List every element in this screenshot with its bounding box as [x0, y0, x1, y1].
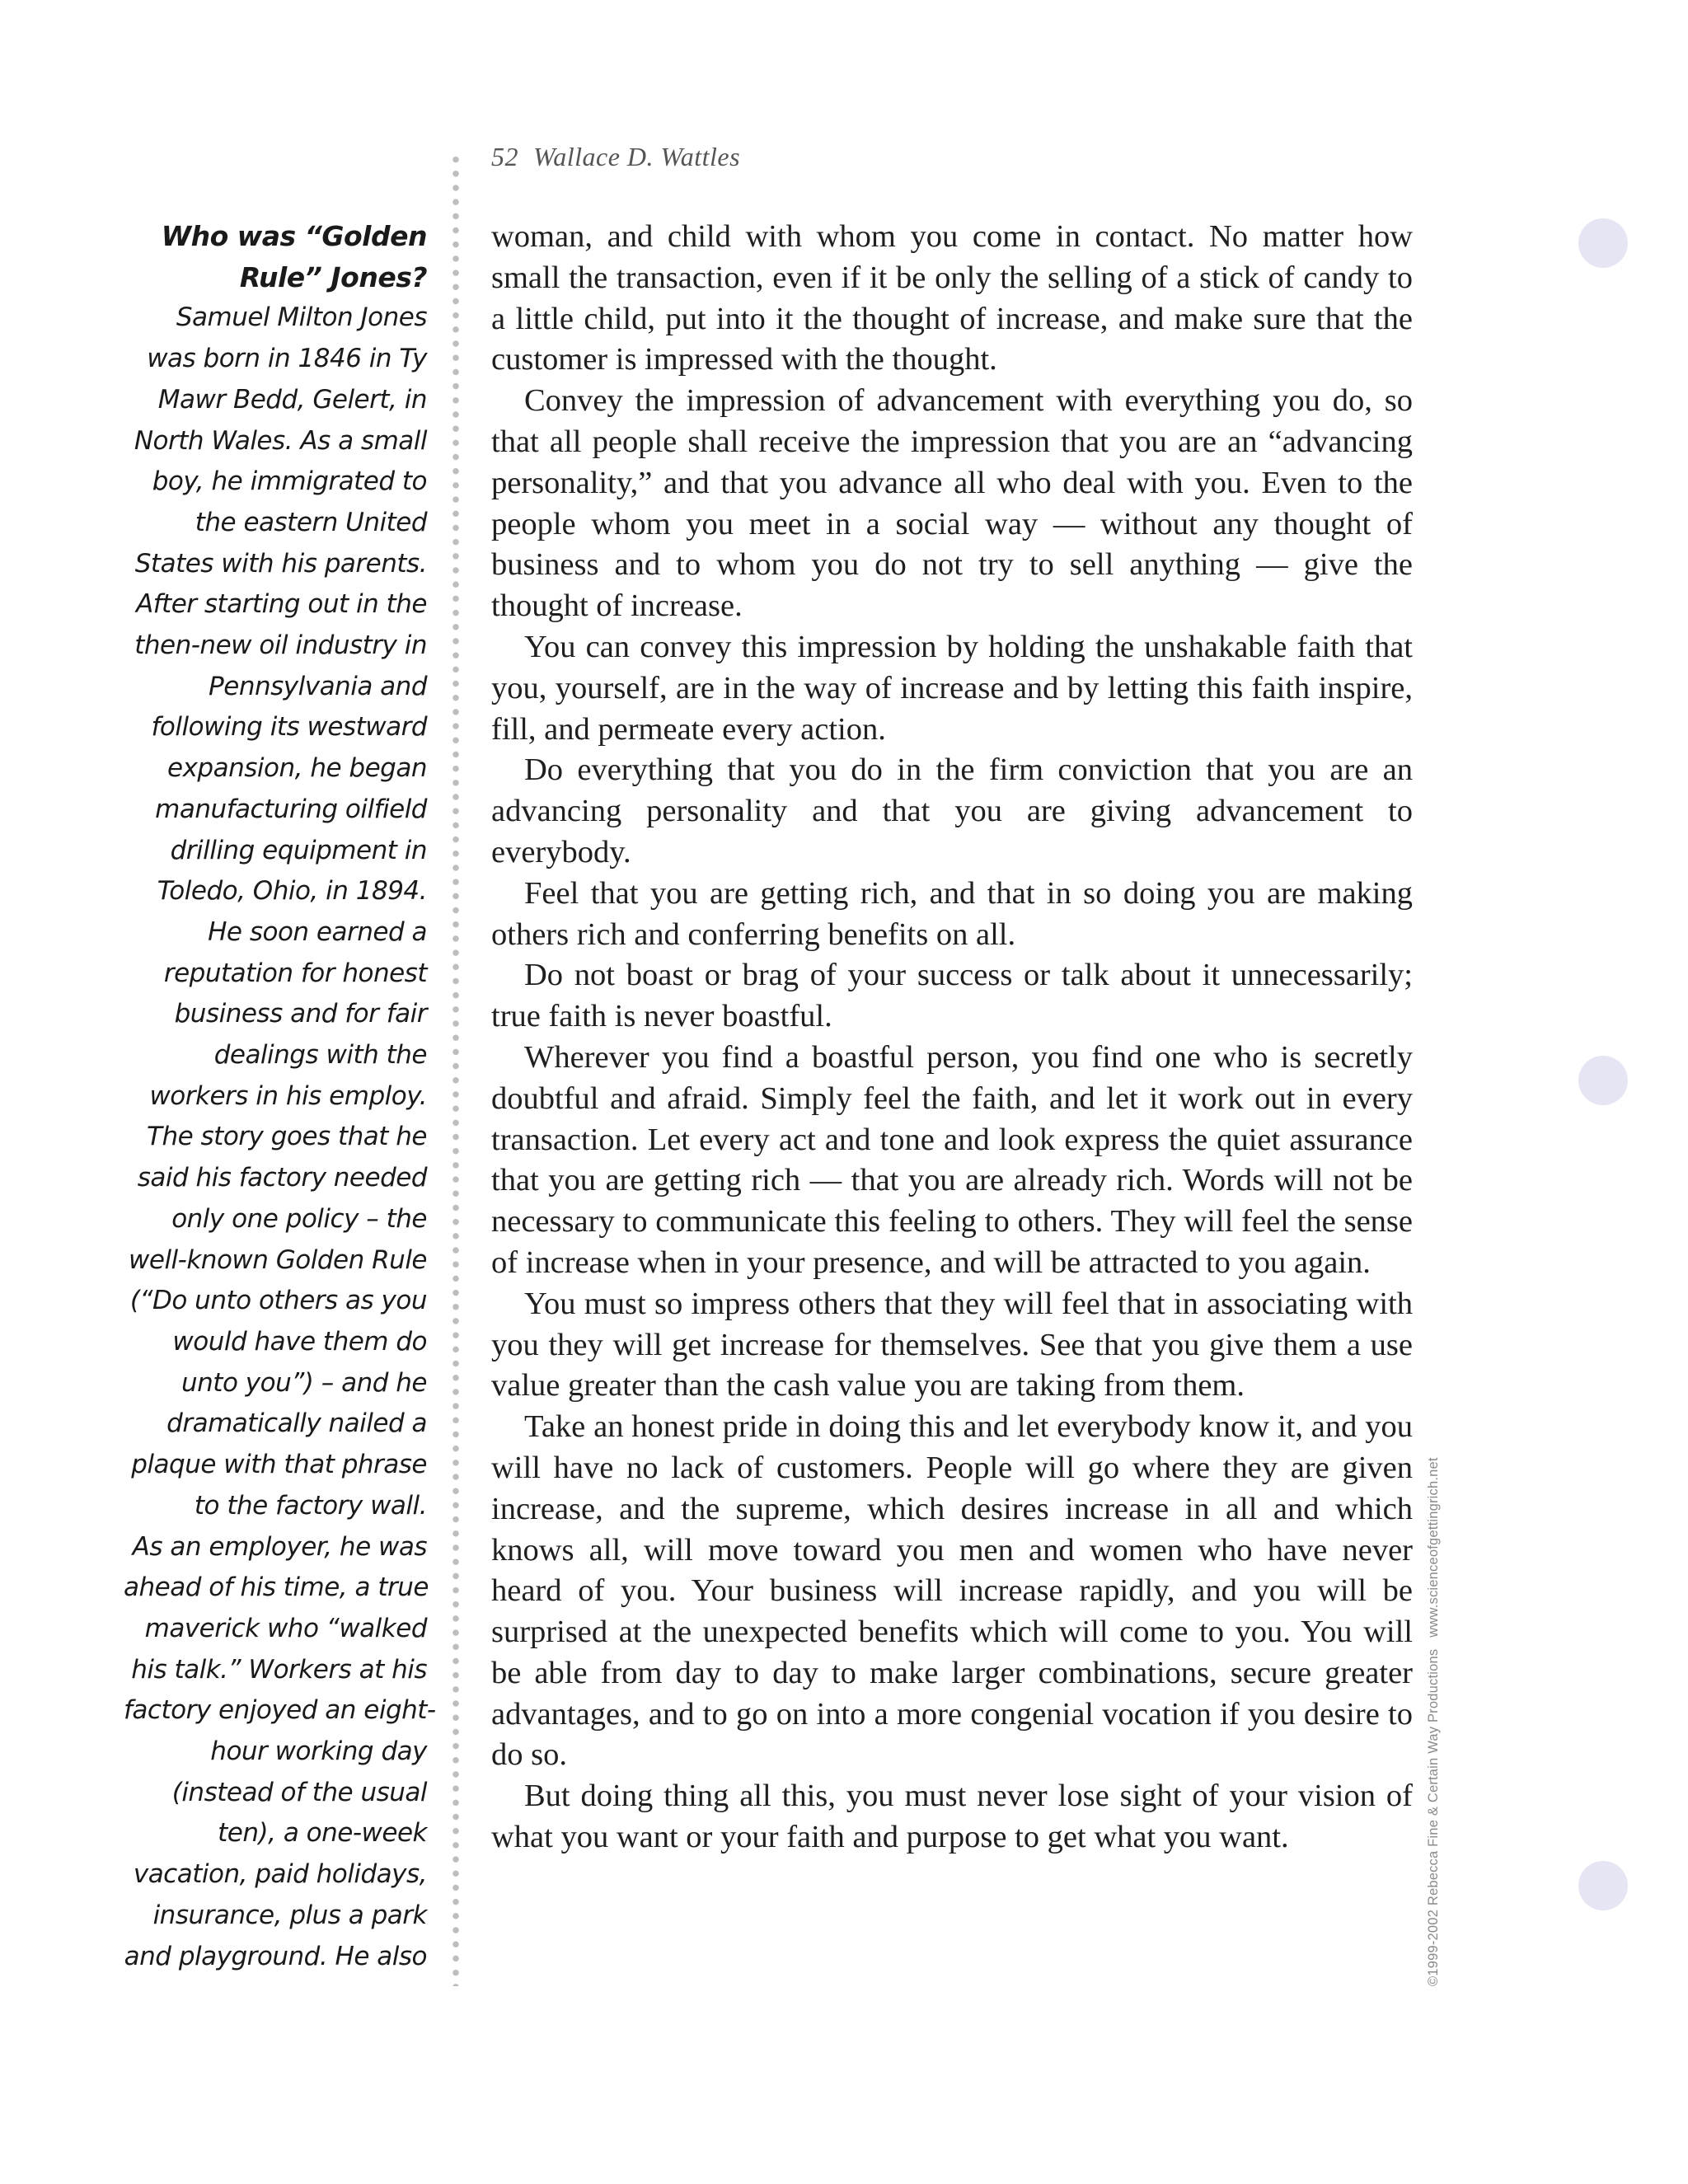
sidebar-line: insurance, plus a park	[152, 1900, 427, 1930]
sidebar-line: boy, he immigrated to	[152, 466, 427, 497]
sidebar-line: After starting out in the	[135, 589, 427, 620]
paragraph: But doing thing all this, you must never lose sight of your vision of what you want or your faith and purpose to get what you want.	[491, 1779, 1413, 1855]
sidebar-line: hour working day	[210, 1736, 427, 1767]
paragraph: Convey the impression of advancement with everything you do, so that all people shall receive the impression that you are an “advancing personality,” and that you advance all who deal with you. Even to the people whom you meet in a social way — without any thought of business and to whom you do not try to sell anything — give the thought of increase.	[491, 383, 1413, 624]
sidebar-line: only one policy – the	[171, 1203, 427, 1234]
sidebar-line: Mawr Bedd, Gelert, in	[157, 384, 427, 415]
sidebar-line: manufacturing oilfield	[155, 794, 427, 824]
sidebar-line: dramatically nailed a	[166, 1408, 427, 1439]
sidebar-line: The story goes that he	[147, 1122, 427, 1152]
paragraph: Take an honest pride in doing this and let everybody know it, and you will have no lack of customers. People will go where they are given increase, and the supreme, which desires increase in all and which knows all, will move toward you men and women who have never heard of you. Your business will increase rapidly, and you will be surprised at the unexpected benefits which will come to you. You will be able from day to day to make larger combinations, secure greater advantages, and to go on into a more congenial vocation if you desire to do so.	[491, 1409, 1413, 1773]
paragraph: Do not boast or brag of your success or talk about it unnecessarily; true faith is never boastful.	[491, 958, 1413, 1034]
sidebar-line: to the factory wall.	[194, 1490, 427, 1521]
website-url: www.scienceofgettingrich.net	[1426, 1457, 1441, 1638]
paragraph: You must so impress others that they will feel that in associating with you they will get increase for themselves. See that you give them a use value greater than the cash value you are taking from them.	[491, 1286, 1413, 1404]
paragraph: Feel that you are getting rich, and that in so doing you are making others rich and conferring benefits on all.	[491, 875, 1413, 952]
sidebar-line: He soon earned a	[208, 916, 427, 947]
sidebar-line: vacation, paid holidays,	[133, 1859, 427, 1890]
punch-hole	[1578, 1861, 1628, 1910]
sidebar-line: Pennsylvania and	[209, 671, 427, 701]
sidebar-line: drilling equipment in	[170, 835, 427, 865]
punch-hole	[1578, 1056, 1628, 1105]
sidebar-line: dealings with the	[213, 1040, 427, 1071]
sidebar-line: ten), a one-week	[218, 1818, 427, 1849]
sidebar-line: As an employer, he was	[132, 1531, 427, 1562]
sidebar-line: expansion, he began	[167, 753, 427, 784]
paragraph: woman, and child with whom you come in contact. No matter how small the transaction, even if it be only the selling of a stick of candy to a little child, put into it the thought of increase, and make sure that the customer is impressed with the thought.	[491, 219, 1413, 377]
sidebar-line: workers in his employ.	[149, 1080, 427, 1111]
sidebar-title-line: Who was “Golden	[161, 220, 427, 252]
sidebar-line: the eastern United	[195, 507, 427, 537]
author-name: Wallace D. Wattles	[533, 142, 741, 171]
sidebar-line: business and for fair	[174, 999, 427, 1029]
sidebar-line: well-known Golden Rule	[129, 1244, 427, 1275]
main-text	[491, 217, 1413, 1858]
sidebar-line: ahead of his time, a true	[124, 1572, 429, 1603]
sidebar-line: (instead of the usual	[171, 1777, 427, 1807]
running-head	[491, 142, 740, 172]
page-number: 52	[491, 142, 518, 171]
copyright-text: ©1999-2002 Rebecca Fine & Certain Way Productions	[1426, 1648, 1441, 1986]
sidebar-line: was born in 1846 in Ty	[147, 344, 427, 374]
paragraph: Wherever you find a boastful person, you find one who is secretly doubtful and afraid. Simply feel the faith, and let it work out in every transaction. Let every act and tone and look express the quiet assurance that you are getting rich — that you are already rich. Words will not be necessary to communicate this feeling to others. They will feel the sense of increase when in your presence, and will be attracted to you again.	[491, 1039, 1413, 1280]
sidebar-line: his talk.” Workers at his	[131, 1654, 427, 1685]
sidebar-line: States with his parents.	[134, 548, 427, 579]
sidebar-line: then-new oil industry in	[134, 630, 427, 661]
paragraph: Do everything that you do in the firm conviction that you are an advancing personality and that you are giving advancement to everybody.	[491, 752, 1413, 869]
sidebar-line: would have them do	[172, 1326, 427, 1357]
sidebar-line: factory enjoyed an eight-	[124, 1695, 436, 1726]
sidebar-note	[124, 216, 436, 1977]
sidebar-line: plaque with that phrase	[131, 1450, 427, 1480]
sidebar-line: reputation for honest	[163, 958, 427, 988]
sidebar-line: following its westward	[151, 712, 427, 743]
sidebar-line: Toledo, Ohio, in 1894.	[157, 876, 427, 907]
sidebar-line: and playground. He also	[124, 1941, 427, 1971]
sidebar-line: North Wales. As a small	[134, 425, 427, 456]
dotted-divider	[452, 152, 459, 1986]
sidebar-line: maverick who “walked	[144, 1613, 427, 1643]
copyright-notice	[1426, 1457, 1442, 1986]
sidebar-line: Samuel Milton Jones	[176, 302, 427, 333]
paragraph: You can convey this impression by holding the unshakable faith that you, yourself, are in the way of increase and by letting this faith inspire, fill, and permeate every action.	[491, 629, 1413, 747]
sidebar-body	[124, 298, 436, 1977]
sidebar-line: unto you”) – and he	[181, 1367, 427, 1398]
sidebar-line: said his factory needed	[137, 1163, 427, 1193]
punch-hole	[1578, 218, 1628, 268]
sidebar-title-line: Rule” Jones?	[239, 260, 427, 293]
sidebar-line: (“Do unto others as you	[129, 1286, 427, 1316]
